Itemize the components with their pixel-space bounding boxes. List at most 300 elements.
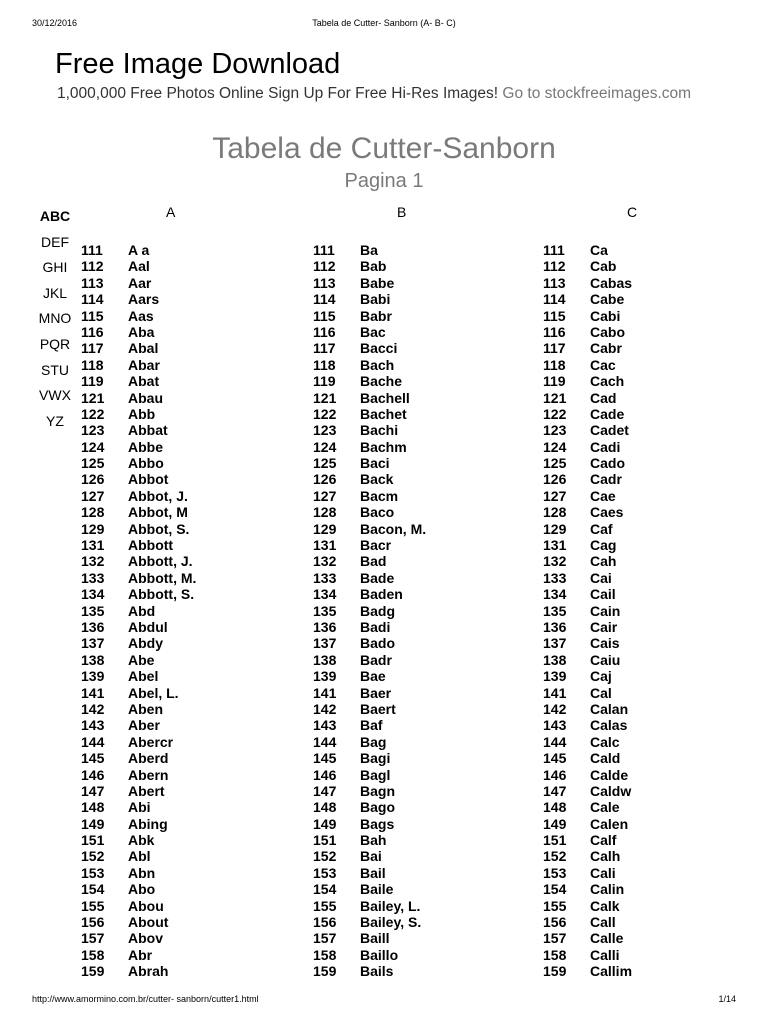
- cutter-number: 121: [543, 389, 567, 406]
- cutter-name: Calle: [590, 930, 624, 947]
- cutter-name: Cah: [590, 553, 617, 570]
- cutter-name: Baert: [360, 700, 396, 717]
- table-row: [313, 914, 523, 930]
- cutter-number: 143: [313, 717, 337, 734]
- table-row: [81, 258, 291, 274]
- cutter-name: Abercr: [128, 733, 174, 750]
- cutter-number: 114: [81, 291, 104, 308]
- cutter-number: 151: [81, 832, 105, 849]
- cutter-name: Abern: [128, 766, 169, 783]
- table-row: [81, 537, 291, 553]
- cutter-number: 159: [81, 963, 105, 980]
- cutter-number: 121: [313, 389, 337, 406]
- cutter-name: Abar: [128, 356, 160, 373]
- cutter-name: Cab: [590, 258, 617, 275]
- cutter-number: 144: [81, 733, 105, 750]
- cutter-name: Cad: [590, 389, 617, 406]
- cutter-name: Abov: [128, 930, 163, 947]
- cutter-number: 135: [313, 602, 337, 619]
- cutter-number: 124: [81, 438, 105, 455]
- cutter-number: 127: [81, 487, 105, 504]
- cutter-table-a: [81, 242, 291, 980]
- cutter-name: Cali: [590, 864, 616, 881]
- cutter-name: Abou: [128, 897, 164, 914]
- cutter-name: Abat: [128, 373, 160, 390]
- table-row: [313, 685, 523, 701]
- table-row: [313, 734, 523, 750]
- cutter-name: Back: [360, 471, 394, 488]
- cutter-name: Badi: [360, 618, 391, 635]
- cutter-name: Bailey, L.: [360, 897, 421, 914]
- table-row: [81, 373, 291, 389]
- cutter-number: 115: [543, 307, 566, 324]
- table-row: [313, 390, 523, 406]
- table-row: [543, 291, 753, 307]
- cutter-number: 128: [313, 504, 337, 521]
- cutter-number: 154: [313, 881, 337, 898]
- table-row: [543, 504, 753, 520]
- table-row: [81, 816, 291, 832]
- cutter-name: Bago: [360, 799, 395, 816]
- table-row: [313, 930, 523, 946]
- cutter-number: 116: [313, 323, 336, 340]
- cutter-name: Ba: [360, 242, 378, 258]
- cutter-number: 122: [313, 405, 337, 422]
- cutter-number: 123: [313, 422, 337, 439]
- table-row: [81, 357, 291, 373]
- cutter-name: Cadr: [590, 471, 622, 488]
- cutter-number: 149: [81, 815, 105, 832]
- ad-description: [57, 84, 691, 104]
- table-row: [81, 701, 291, 717]
- cutter-table-b: [313, 242, 523, 980]
- table-row: [543, 799, 753, 815]
- cutter-name: Bade: [360, 569, 395, 586]
- table-row: [81, 275, 291, 291]
- cutter-name: Caiu: [590, 651, 621, 668]
- cutter-number: 152: [81, 848, 105, 865]
- table-row: [81, 832, 291, 848]
- cutter-name: Baci: [360, 455, 390, 472]
- cutter-name: Bacon, M.: [360, 520, 427, 537]
- cutter-number: 134: [81, 586, 105, 603]
- cutter-name: Ca: [590, 242, 608, 258]
- cutter-number: 138: [313, 651, 337, 668]
- cutter-name: Cais: [590, 635, 620, 652]
- cutter-number: 115: [313, 307, 336, 324]
- cutter-name: Aben: [128, 700, 163, 717]
- cutter-number: 149: [543, 815, 567, 832]
- table-row: [81, 390, 291, 406]
- cutter-number: 116: [81, 323, 104, 340]
- cutter-number: 117: [313, 340, 336, 357]
- cutter-name: Abert: [128, 782, 165, 799]
- cutter-number: 138: [543, 651, 567, 668]
- table-row: [543, 898, 753, 914]
- table-row: [81, 471, 291, 487]
- cutter-name: Bae: [360, 668, 386, 685]
- table-row: [81, 504, 291, 520]
- cutter-name: Bag: [360, 733, 387, 750]
- cutter-name: Cac: [590, 356, 616, 373]
- cutter-name: Cae: [590, 487, 616, 504]
- cutter-number: 153: [81, 864, 105, 881]
- cutter-name: Abl: [128, 848, 151, 865]
- page-subtitle: Pagina 1: [344, 170, 424, 192]
- table-row: [543, 603, 753, 619]
- table-row: [543, 881, 753, 897]
- column-header-a: A: [166, 204, 176, 220]
- table-row: [81, 865, 291, 881]
- table-row: [313, 553, 523, 569]
- column-header-b: B: [397, 204, 407, 220]
- table-row: [543, 734, 753, 750]
- table-row: [543, 537, 753, 553]
- table-row: [543, 635, 753, 651]
- table-row: [313, 750, 523, 766]
- cutter-name: Abr: [128, 946, 153, 963]
- cutter-number: 119: [313, 373, 336, 390]
- cutter-number: 132: [81, 553, 105, 570]
- table-row: [543, 258, 753, 274]
- cutter-number: 141: [313, 684, 337, 701]
- cutter-number: 125: [313, 455, 337, 472]
- cutter-name: Aar: [128, 274, 152, 291]
- cutter-number: 113: [81, 274, 104, 291]
- table-row: [313, 635, 523, 651]
- cutter-number: 157: [313, 930, 337, 947]
- cutter-name: Abbat: [128, 422, 168, 439]
- nav-link-abc[interactable]: ABC: [39, 208, 71, 224]
- cutter-name: Bach: [360, 356, 395, 373]
- cutter-number: 155: [81, 897, 105, 914]
- cutter-name: Bailey, S.: [360, 914, 422, 931]
- table-row: [313, 324, 523, 340]
- table-row: [313, 373, 523, 389]
- table-row: [543, 767, 753, 783]
- print-footer: [0, 993, 768, 1005]
- cutter-name: Calas: [590, 717, 628, 734]
- cutter-number: 152: [313, 848, 337, 865]
- cutter-number: 129: [81, 520, 105, 537]
- table-row: [81, 488, 291, 504]
- cutter-number: 114: [543, 291, 566, 308]
- cutter-name: Bai: [360, 848, 382, 865]
- table-row: [543, 717, 753, 733]
- cutter-name: Caj: [590, 668, 612, 685]
- cutter-name: Baer: [360, 684, 392, 701]
- nav-link-pqr[interactable]: PQR: [39, 335, 71, 352]
- table-row: [313, 406, 523, 422]
- cutter-name: Aars: [128, 291, 160, 308]
- table-row: [81, 340, 291, 356]
- cutter-number: 111: [543, 242, 565, 258]
- cutter-number: 145: [313, 750, 337, 767]
- table-row: [543, 914, 753, 930]
- table-row: [81, 881, 291, 897]
- cutter-name: Calin: [590, 881, 625, 898]
- cutter-name: Baf: [360, 717, 383, 734]
- cutter-name: Baile: [360, 881, 394, 898]
- cutter-number: 134: [543, 586, 567, 603]
- cutter-name: Abau: [128, 389, 163, 406]
- cutter-name: Cabe: [590, 291, 625, 308]
- table-row: [313, 898, 523, 914]
- cutter-number: 153: [313, 864, 337, 881]
- nav-link-jkl[interactable]: JKL: [42, 284, 68, 301]
- table-row: [81, 308, 291, 324]
- cutter-name: Bachm: [360, 438, 407, 455]
- cutter-name: Bab: [360, 258, 387, 275]
- table-row: [313, 832, 523, 848]
- table-row: [81, 291, 291, 307]
- nav-link-ghi[interactable]: GHI: [42, 259, 68, 276]
- table-row: [313, 652, 523, 668]
- cutter-name: Aal: [128, 258, 150, 275]
- cutter-number: 146: [81, 766, 105, 783]
- cutter-number: 143: [543, 717, 567, 734]
- cutter-name: Calc: [590, 733, 620, 750]
- cutter-name: Babr: [360, 307, 392, 324]
- cutter-name: Abk: [128, 832, 155, 849]
- cutter-name: Caldw: [590, 782, 632, 799]
- cutter-number: 124: [313, 438, 337, 455]
- table-row: [543, 570, 753, 586]
- cutter-name: Abn: [128, 864, 156, 881]
- table-row: [313, 767, 523, 783]
- cutter-number: 112: [313, 258, 336, 275]
- cutter-name: Abb: [128, 405, 156, 422]
- cutter-name: Bac: [360, 323, 386, 340]
- cutter-number: 119: [543, 373, 566, 390]
- cutter-number: 148: [543, 799, 567, 816]
- cutter-number: 111: [313, 242, 335, 258]
- cutter-name: Callim: [590, 963, 633, 980]
- table-row: [313, 947, 523, 963]
- cutter-number: 155: [313, 897, 337, 914]
- cutter-number: 137: [313, 635, 337, 652]
- cutter-number: 131: [81, 537, 105, 554]
- cutter-name: Bachell: [360, 389, 410, 406]
- cutter-number: 137: [81, 635, 105, 652]
- cutter-number: 157: [81, 930, 105, 947]
- cutter-number: 116: [543, 323, 566, 340]
- table-row: [543, 406, 753, 422]
- cutter-name: Bags: [360, 815, 395, 832]
- table-row: [543, 521, 753, 537]
- cutter-number: 151: [543, 832, 567, 849]
- cutter-name: Caf: [590, 520, 613, 537]
- cutter-name: Abe: [128, 651, 155, 668]
- cutter-name: Babi: [360, 291, 391, 308]
- table-row: [81, 553, 291, 569]
- cutter-number: 121: [81, 389, 105, 406]
- table-row: [313, 603, 523, 619]
- table-row: [543, 324, 753, 340]
- cutter-number: 154: [543, 881, 567, 898]
- table-row: [543, 783, 753, 799]
- cutter-number: 136: [81, 618, 105, 635]
- ad-text: 1,000,000 Free Photos Online Sign Up For Free Hi-Res Images!: [57, 85, 499, 102]
- letter-nav: [30, 204, 80, 434]
- cutter-number: 159: [313, 963, 337, 980]
- cutter-name: Baill: [360, 930, 390, 947]
- cutter-number: 122: [81, 405, 105, 422]
- cutter-number: 127: [313, 487, 337, 504]
- cutter-name: Calde: [590, 766, 629, 783]
- table-row: [313, 439, 523, 455]
- table-row: [313, 488, 523, 504]
- table-row: [543, 865, 753, 881]
- cutter-name: Bacm: [360, 487, 399, 504]
- print-url: http://www.amormino.com.br/cutter- sanborn/cutter1.html: [32, 994, 259, 1004]
- cutter-name: Abbot, J.: [128, 487, 188, 504]
- cutter-number: 125: [543, 455, 567, 472]
- cutter-name: Cach: [590, 373, 625, 390]
- cutter-number: 132: [543, 553, 567, 570]
- nav-link-yz[interactable]: YZ: [46, 412, 64, 429]
- table-row: [543, 963, 753, 979]
- cutter-number: 123: [543, 422, 567, 439]
- table-row: [543, 685, 753, 701]
- table-row: [543, 439, 753, 455]
- cutter-number: 134: [313, 586, 337, 603]
- cutter-number: 112: [543, 258, 566, 275]
- table-row: [543, 930, 753, 946]
- cutter-number: 111: [81, 242, 103, 258]
- cutter-number: 144: [313, 733, 337, 750]
- cutter-name: Cadet: [590, 422, 629, 439]
- cutter-name: Abo: [128, 881, 156, 898]
- cutter-name: Abbe: [128, 438, 163, 455]
- cutter-number: 139: [543, 668, 567, 685]
- cutter-name: Cail: [590, 586, 616, 603]
- cutter-number: 128: [543, 504, 567, 521]
- table-row: [313, 357, 523, 373]
- table-row: [543, 340, 753, 356]
- cutter-name: Abing: [128, 815, 168, 832]
- table-row: [313, 422, 523, 438]
- table-row: [543, 848, 753, 864]
- cutter-number: 114: [313, 291, 336, 308]
- cutter-name: Cald: [590, 750, 621, 767]
- table-row: [543, 488, 753, 504]
- table-row: [543, 816, 753, 832]
- cutter-number: 128: [81, 504, 105, 521]
- cutter-number: 151: [313, 832, 337, 849]
- cutter-name: Cade: [590, 405, 625, 422]
- cutter-name: Abbott: [128, 537, 174, 554]
- cutter-number: 139: [313, 668, 337, 685]
- table-row: [543, 471, 753, 487]
- table-row: [543, 668, 753, 684]
- table-row: [313, 275, 523, 291]
- ad-url-link[interactable]: Go to stockfreeimages.com: [502, 85, 692, 102]
- cutter-number: 147: [81, 782, 105, 799]
- cutter-number: 125: [81, 455, 105, 472]
- table-row: [543, 832, 753, 848]
- cutter-name: Calh: [590, 848, 621, 865]
- cutter-name: About: [128, 914, 169, 931]
- cutter-number: 132: [313, 553, 337, 570]
- table-row: [81, 603, 291, 619]
- page-title: Tabela de Cutter-Sanborn: [212, 132, 556, 165]
- cutter-name: Bah: [360, 832, 387, 849]
- cutter-number: 146: [543, 766, 567, 783]
- cutter-name: Bail: [360, 864, 386, 881]
- table-row: [313, 504, 523, 520]
- table-row: [313, 717, 523, 733]
- table-row: [313, 537, 523, 553]
- table-row: [313, 701, 523, 717]
- cutter-name: Calli: [590, 946, 620, 963]
- cutter-number: 158: [81, 946, 105, 963]
- table-row: [81, 406, 291, 422]
- cutter-number: 136: [313, 618, 337, 635]
- cutter-name: Calk: [590, 897, 620, 914]
- table-row: [81, 586, 291, 602]
- cutter-name: Abi: [128, 799, 151, 816]
- table-row: [81, 930, 291, 946]
- cutter-name: Bacr: [360, 537, 392, 554]
- table-row: [81, 963, 291, 979]
- cutter-name: Badr: [360, 651, 392, 668]
- cutter-number: 112: [81, 258, 104, 275]
- nav-link-def[interactable]: DEF: [41, 233, 69, 250]
- table-row: [81, 799, 291, 815]
- cutter-name: Abel: [128, 668, 159, 685]
- cutter-number: 126: [543, 471, 567, 488]
- cutter-name: Aber: [128, 717, 160, 734]
- table-row: [313, 881, 523, 897]
- cutter-name: Bache: [360, 373, 403, 390]
- table-row: [81, 619, 291, 635]
- cutter-name: Cabo: [590, 323, 625, 340]
- table-row: [313, 586, 523, 602]
- table-row: [313, 258, 523, 274]
- column-header-c: C: [627, 204, 638, 220]
- cutter-name: Abrah: [128, 963, 169, 980]
- cutter-name: Abbott, J.: [128, 553, 193, 570]
- cutter-number: 146: [313, 766, 337, 783]
- cutter-name: Cabi: [590, 307, 621, 324]
- table-row: [81, 455, 291, 471]
- cutter-number: 147: [313, 782, 337, 799]
- table-row: [81, 685, 291, 701]
- table-row: [543, 275, 753, 291]
- ad-title-link[interactable]: Free Image Download: [55, 48, 341, 80]
- cutter-number: 122: [543, 405, 567, 422]
- table-row: [543, 947, 753, 963]
- nav-link-stu[interactable]: STU: [41, 361, 69, 378]
- print-page-number: 1/14: [718, 994, 736, 1004]
- cutter-number: 127: [543, 487, 567, 504]
- cutter-name: Babe: [360, 274, 395, 291]
- table-row: [543, 750, 753, 766]
- table-row: [81, 635, 291, 651]
- table-row: [313, 471, 523, 487]
- table-row: [81, 521, 291, 537]
- nav-link-mno[interactable]: MNO: [38, 310, 72, 327]
- table-row: [543, 586, 753, 602]
- nav-link-vwx[interactable]: VWX: [39, 387, 71, 404]
- cutter-number: 145: [81, 750, 105, 767]
- table-row: [543, 652, 753, 668]
- cutter-number: 117: [543, 340, 566, 357]
- cutter-name: Abd: [128, 602, 156, 619]
- cutter-name: Bachi: [360, 422, 399, 439]
- table-row: [81, 947, 291, 963]
